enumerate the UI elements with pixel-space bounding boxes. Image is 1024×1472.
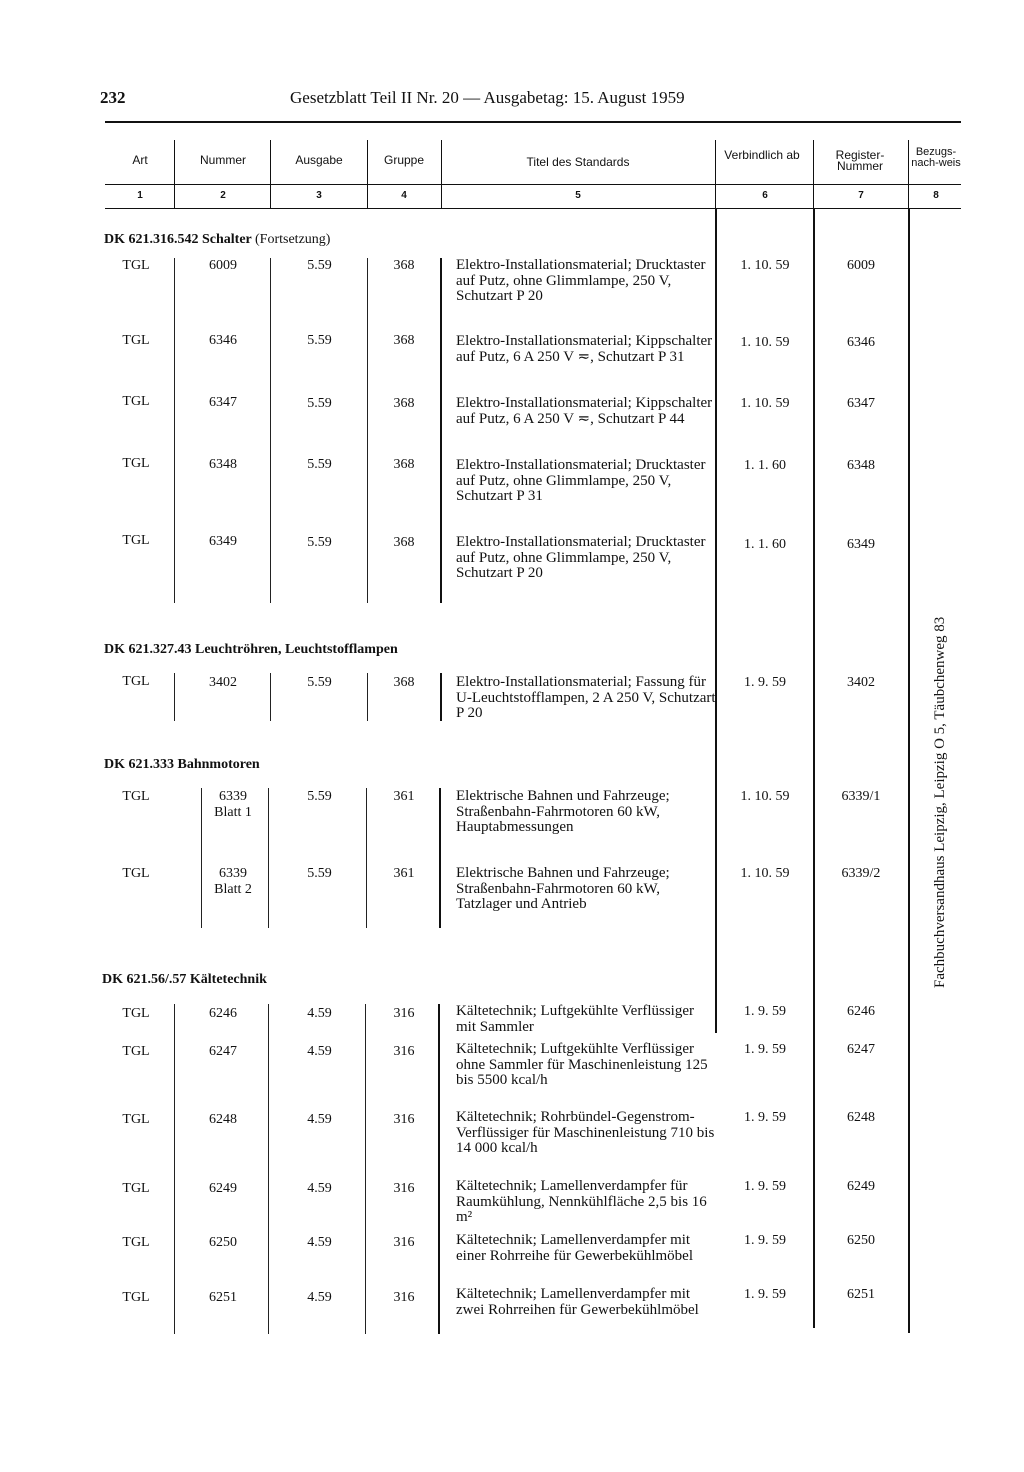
cell-art: TGL xyxy=(122,1044,150,1059)
cell-titel: Kältetechnik; Luftgekühlte Verflüssiger mit Sammler xyxy=(456,1003,694,1035)
cell-titel: Elektrische Bahnen und Fahrzeuge; Straßenbahn-Fahrmotoren 60 kW, Tatzlager und Antrieb xyxy=(456,865,670,912)
cell-register: 6248 xyxy=(847,1110,875,1125)
section-heading-text: DK 621.56/.57 Kältetechnik xyxy=(102,972,267,987)
cell-art: TGL xyxy=(122,1235,150,1250)
header-rule xyxy=(105,121,961,123)
cell-ausgabe: 5.59 xyxy=(307,535,332,550)
page-title: Gesetzblatt Teil II Nr. 20 — Ausgabetag: 15. August 1959 xyxy=(290,88,685,107)
section-heading xyxy=(102,972,267,988)
cell-ausgabe: 4.59 xyxy=(307,1290,332,1305)
cell-titel: Elektro-Installationsmaterial; Drucktaster auf Putz, ohne Glimmlampe, 250 V, Schutzart P 20 xyxy=(456,534,706,581)
cell-verbindlich: 1. 9. 59 xyxy=(744,1287,786,1302)
cell-art: TGL xyxy=(122,394,150,409)
cell-nummer: 3402 xyxy=(209,675,237,690)
cell-register: 6346 xyxy=(847,335,875,350)
divider xyxy=(438,1004,440,1334)
cell-nummer: 6250 xyxy=(209,1235,237,1250)
divider xyxy=(367,140,368,208)
cell-gruppe: 368 xyxy=(393,457,415,472)
divider xyxy=(367,673,368,721)
col-header-gruppe: Gruppe xyxy=(383,153,425,167)
divider xyxy=(813,140,814,208)
cell-verbindlich: 1. 9. 59 xyxy=(744,1233,786,1248)
cell-gruppe: 316 xyxy=(393,1044,415,1059)
cell-verbindlich: 1. 9. 59 xyxy=(744,1004,786,1019)
cell-verbindlich: 1. 9. 59 xyxy=(744,1179,786,1194)
cell-gruppe: 368 xyxy=(393,258,415,273)
cell-verbindlich: 1. 9. 59 xyxy=(744,1042,786,1057)
cell-register: 6247 xyxy=(847,1042,875,1057)
cell-verbindlich: 1. 9. 59 xyxy=(744,675,786,690)
cell-art: TGL xyxy=(122,1290,150,1305)
cell-titel: Kältetechnik; Lamellenverdampfer für Raumkühlung, Nennkühlfläche 2,5 bis 16 m² xyxy=(456,1178,707,1225)
side-note xyxy=(928,530,952,990)
cell-ausgabe: 4.59 xyxy=(307,1235,332,1250)
cell-ausgabe: 5.59 xyxy=(307,789,332,804)
divider xyxy=(439,788,441,928)
cell-ausgabe: 4.59 xyxy=(307,1044,332,1059)
cell-titel: Elektro-Installationsmaterial; Fassung für U-Leuchtstofflampen, 2 A 250 V, Schutzart P 20 xyxy=(456,674,716,721)
cell-register: 6339/1 xyxy=(841,789,881,804)
cell-nummer: 6248 xyxy=(209,1112,237,1127)
page-number: 232 xyxy=(100,88,126,107)
cell-ausgabe: 5.59 xyxy=(307,866,332,881)
cell-verbindlich: 1. 10. 59 xyxy=(740,335,790,350)
cell-verbindlich: 1. 1. 60 xyxy=(744,458,786,473)
cell-register: 6009 xyxy=(847,258,875,273)
cell-nummer: 6249 xyxy=(209,1181,237,1196)
divider xyxy=(908,208,910,1333)
section-heading-text: DK 621.327.43 Leuchtröhren, Leuchtstofflampen xyxy=(104,642,398,657)
cell-verbindlich: 1. 10. 59 xyxy=(740,789,790,804)
table-header-rule xyxy=(105,208,961,209)
cell-art: TGL xyxy=(122,1006,150,1021)
cell-titel: Kältetechnik; Lamellenverdampfer mit zwei Rohrreihen für Gewerbekühlmöbel xyxy=(456,1286,699,1318)
cell-nummer: 6009 xyxy=(209,258,237,273)
cell-nummer: 6251 xyxy=(209,1290,237,1305)
cell-ausgabe: 5.59 xyxy=(307,333,332,348)
cell-gruppe: 368 xyxy=(393,535,415,550)
cell-titel: Elektro-Installationsmaterial; Kippschalter auf Putz, 6 A 250 V ≂, Schutzart P 44 xyxy=(456,395,713,427)
col-num-6: 6 xyxy=(762,190,768,201)
cell-art: TGL xyxy=(122,1181,150,1196)
cell-gruppe: 368 xyxy=(393,675,415,690)
cell-blatt: Blatt 1 xyxy=(214,805,252,820)
cell-gruppe: 316 xyxy=(393,1290,415,1305)
cell-verbindlich: 1. 1. 60 xyxy=(744,537,786,552)
header-separator xyxy=(105,184,961,185)
cell-register: 6347 xyxy=(847,396,875,411)
cell-gruppe: 368 xyxy=(393,396,415,411)
cell-art: TGL xyxy=(122,674,150,689)
divider xyxy=(440,673,442,721)
cell-gruppe: 361 xyxy=(393,866,415,881)
divider xyxy=(268,1004,269,1334)
col-num-2: 2 xyxy=(220,190,226,201)
cell-nummer: 6246 xyxy=(209,1006,237,1021)
cell-ausgabe: 5.59 xyxy=(307,675,332,690)
cell-gruppe: 316 xyxy=(393,1112,415,1127)
divider xyxy=(715,140,716,208)
divider xyxy=(270,673,271,721)
cell-art: TGL xyxy=(122,533,150,548)
divider xyxy=(441,140,442,208)
cell-nummer: 6339 xyxy=(219,866,247,881)
cell-ausgabe: 5.59 xyxy=(307,258,332,273)
cell-ausgabe: 4.59 xyxy=(307,1006,332,1021)
cell-verbindlich: 1. 10. 59 xyxy=(740,866,790,881)
col-header-register: Register-Nummer xyxy=(835,148,885,173)
col-num-7: 7 xyxy=(858,190,864,201)
section-heading xyxy=(104,232,330,248)
cell-titel: Elektro-Installationsmaterial; Drucktaster auf Putz, ohne Glimmlampe, 250 V, Schutzart P 20 xyxy=(456,257,706,304)
col-header-titel: Titel des Standards xyxy=(526,155,630,169)
cell-art: TGL xyxy=(122,456,150,471)
col-num-5: 5 xyxy=(575,190,581,201)
cell-register: 6339/2 xyxy=(841,866,881,881)
cell-titel: Kältetechnik; Rohrbündel-Gegenstrom-Verflüssiger für Maschinenleistung 710 bis 14 000 kcal/h xyxy=(456,1109,715,1156)
cell-nummer: 6347 xyxy=(209,395,237,410)
divider xyxy=(174,673,175,721)
cell-titel: Kältetechnik; Lamellenverdampfer mit einer Rohrreihe für Gewerbekühlmöbel xyxy=(456,1232,693,1264)
section-heading xyxy=(104,757,260,773)
cell-art: TGL xyxy=(122,789,150,804)
col-num-8: 8 xyxy=(933,190,939,201)
cell-art: TGL xyxy=(122,866,150,881)
section-heading-text: DK 621.316.542 Schalter xyxy=(104,232,252,247)
cell-ausgabe: 5.59 xyxy=(307,457,332,472)
cell-ausgabe: 5.59 xyxy=(307,396,332,411)
side-note-text: Fachbuchversandhaus Leipzig, Leipzig O 5, Täubchenweg 83 xyxy=(932,616,948,988)
cell-titel: Elektrische Bahnen und Fahrzeuge; Straßenbahn-Fahrmotoren 60 kW, Hauptabmessungen xyxy=(456,788,670,835)
col-header-verbindlich: Verbindlich ab xyxy=(724,148,800,162)
divider xyxy=(813,208,815,1328)
divider xyxy=(174,140,175,208)
divider xyxy=(174,258,175,603)
cell-gruppe: 316 xyxy=(393,1235,415,1250)
cell-nummer: 6247 xyxy=(209,1044,237,1059)
cell-verbindlich: 1. 10. 59 xyxy=(740,396,790,411)
divider xyxy=(908,140,909,208)
col-header-nummer: Nummer xyxy=(199,153,246,167)
cell-register: 6250 xyxy=(847,1233,875,1248)
col-num-4: 4 xyxy=(401,190,407,201)
divider xyxy=(270,140,271,208)
cell-verbindlich: 1. 10. 59 xyxy=(740,258,790,273)
col-header-ausgabe: Ausgabe xyxy=(295,153,343,167)
divider xyxy=(367,258,368,603)
cell-ausgabe: 4.59 xyxy=(307,1181,332,1196)
cell-gruppe: 316 xyxy=(393,1181,415,1196)
col-num-1: 1 xyxy=(137,190,143,201)
cell-nummer: 6339 xyxy=(219,789,247,804)
cell-gruppe: 368 xyxy=(393,333,415,348)
cell-titel: Elektro-Installationsmaterial; Drucktaster auf Putz, ohne Glimmlampe, 250 V, Schutzart P 31 xyxy=(456,457,706,504)
cell-art: TGL xyxy=(122,1112,150,1127)
section-heading xyxy=(104,642,398,658)
cell-ausgabe: 4.59 xyxy=(307,1112,332,1127)
section-heading-note: (Fortsetzung) xyxy=(255,232,331,247)
cell-gruppe: 361 xyxy=(393,789,415,804)
cell-titel: Elektro-Installationsmaterial; Kippschalter auf Putz, 6 A 250 V ≂, Schutzart P 31 xyxy=(456,333,713,365)
col-header-art: Art xyxy=(132,153,148,167)
col-header-bezug: Bezugs-nach-weis xyxy=(911,146,961,169)
cell-nummer: 6346 xyxy=(209,333,237,348)
divider xyxy=(366,788,367,928)
cell-register: 6246 xyxy=(847,1004,875,1019)
cell-nummer: 6349 xyxy=(209,534,237,549)
cell-register: 6249 xyxy=(847,1179,875,1194)
cell-art: TGL xyxy=(122,258,150,273)
cell-verbindlich: 1. 9. 59 xyxy=(744,1110,786,1125)
divider xyxy=(270,258,271,603)
cell-register: 6348 xyxy=(847,458,875,473)
cell-blatt: Blatt 2 xyxy=(214,882,252,897)
cell-art: TGL xyxy=(122,333,150,348)
cell-gruppe: 316 xyxy=(393,1006,415,1021)
cell-nummer: 6348 xyxy=(209,457,237,472)
divider xyxy=(268,788,269,928)
cell-register: 6251 xyxy=(847,1287,875,1302)
section-heading-text: DK 621.333 Bahnmotoren xyxy=(104,757,260,772)
col-num-3: 3 xyxy=(316,190,322,201)
divider xyxy=(174,1004,175,1334)
cell-register: 6349 xyxy=(847,537,875,552)
divider xyxy=(440,258,442,603)
cell-titel: Kältetechnik; Luftgekühlte Verflüssiger ohne Sammler für Maschinenleistung 125 bis 5500 kcal/h xyxy=(456,1041,708,1088)
cell-register: 3402 xyxy=(847,675,875,690)
